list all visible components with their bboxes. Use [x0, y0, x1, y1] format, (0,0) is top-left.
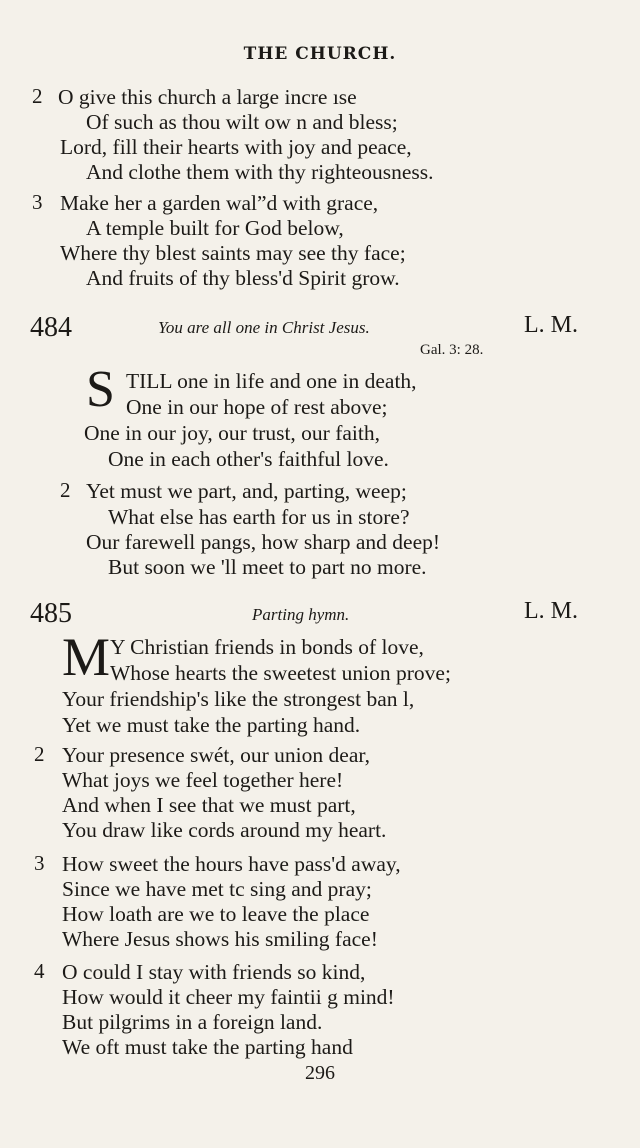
verse-line: O give this church a large incre ıse — [58, 85, 357, 109]
verse-line: What else has earth for us in store? — [108, 505, 410, 529]
verse-line: Since we have met tc sing and pray; — [62, 877, 372, 901]
verse-line: One in our hope of rest above; — [126, 395, 388, 419]
verse-line: Your friendship's like the strongest ban l, — [62, 687, 415, 711]
verse-line: You draw like cords around my heart. — [62, 818, 387, 842]
verse-number: 4 — [34, 959, 45, 983]
verse-number: 2 — [34, 742, 45, 766]
verse-number: 2 — [32, 84, 43, 108]
verse-line: Where thy blest saints may see thy face; — [60, 241, 406, 265]
hymn-title: Parting hymn. — [252, 605, 350, 624]
verse-line: Your presence swét, our union dear, — [62, 743, 371, 767]
verse-line: And when I see that we must part, — [62, 793, 356, 817]
verse-line: A temple built for God below, — [86, 216, 344, 240]
verse-number: 3 — [32, 190, 43, 214]
verse-line: But pilgrims in a foreign land. — [62, 1010, 323, 1034]
verse-number: 3 — [34, 851, 45, 875]
scripture-reference: Gal. 3: 28. — [420, 342, 484, 358]
verse-line: One in each other's faithful love. — [108, 447, 389, 471]
verse-line: We oft must take the parting hand — [62, 1035, 353, 1059]
verse-line: Yet must we part, and, parting, weep; — [86, 479, 407, 503]
verse-line: Yet we must take the parting hand. — [62, 713, 361, 737]
verse-line: Whose hearts the sweetest union prove; — [110, 661, 451, 685]
verse-line: Make her a garden wal”d with grace, — [60, 191, 379, 215]
drop-cap: M — [62, 627, 111, 687]
verse-line: One in our joy, our trust, our faith, — [84, 421, 380, 445]
verse-line: How loath are we to leave the place — [62, 902, 370, 926]
drop-cap: S — [86, 361, 115, 418]
verse-line: And fruits of thy bless'd Spirit grow. — [86, 266, 400, 290]
verse-line: How would it cheer my faintii g mind! — [62, 985, 395, 1009]
verse-line: But soon we 'll meet to part no more. — [108, 555, 427, 579]
verse-line: Our farewell pangs, how sharp and deep! — [86, 530, 441, 554]
hymn-meter: L. M. — [524, 598, 578, 624]
hymn-meter: L. M. — [524, 312, 578, 338]
verse-line: And clothe them with thy righteousness. — [86, 160, 434, 184]
verse-line: Where Jesus shows his smiling face! — [62, 927, 378, 951]
verse-line: How sweet the hours have pass'd away, — [62, 852, 401, 876]
hymn-number: 484 — [30, 312, 72, 343]
hymn-title: You are all one in Christ Jesus. — [158, 318, 370, 337]
verse-line: What joys we feel together here! — [62, 768, 344, 792]
verse-line: Y Christian friends in bonds of love, — [110, 635, 424, 659]
hymn-number: 485 — [30, 598, 72, 629]
page-number: 296 — [305, 1062, 335, 1084]
verse-line: Lord, fill their hearts with joy and peace, — [60, 135, 412, 159]
page-header: THE CHURCH. — [243, 44, 397, 64]
verse-line: O could I stay with friends so kind, — [62, 960, 366, 984]
verse-line: Of such as thou wilt ow n and bless; — [86, 110, 398, 134]
verse-number: 2 — [60, 478, 71, 502]
verse-line: TILL one in life and one in death, — [126, 369, 417, 393]
